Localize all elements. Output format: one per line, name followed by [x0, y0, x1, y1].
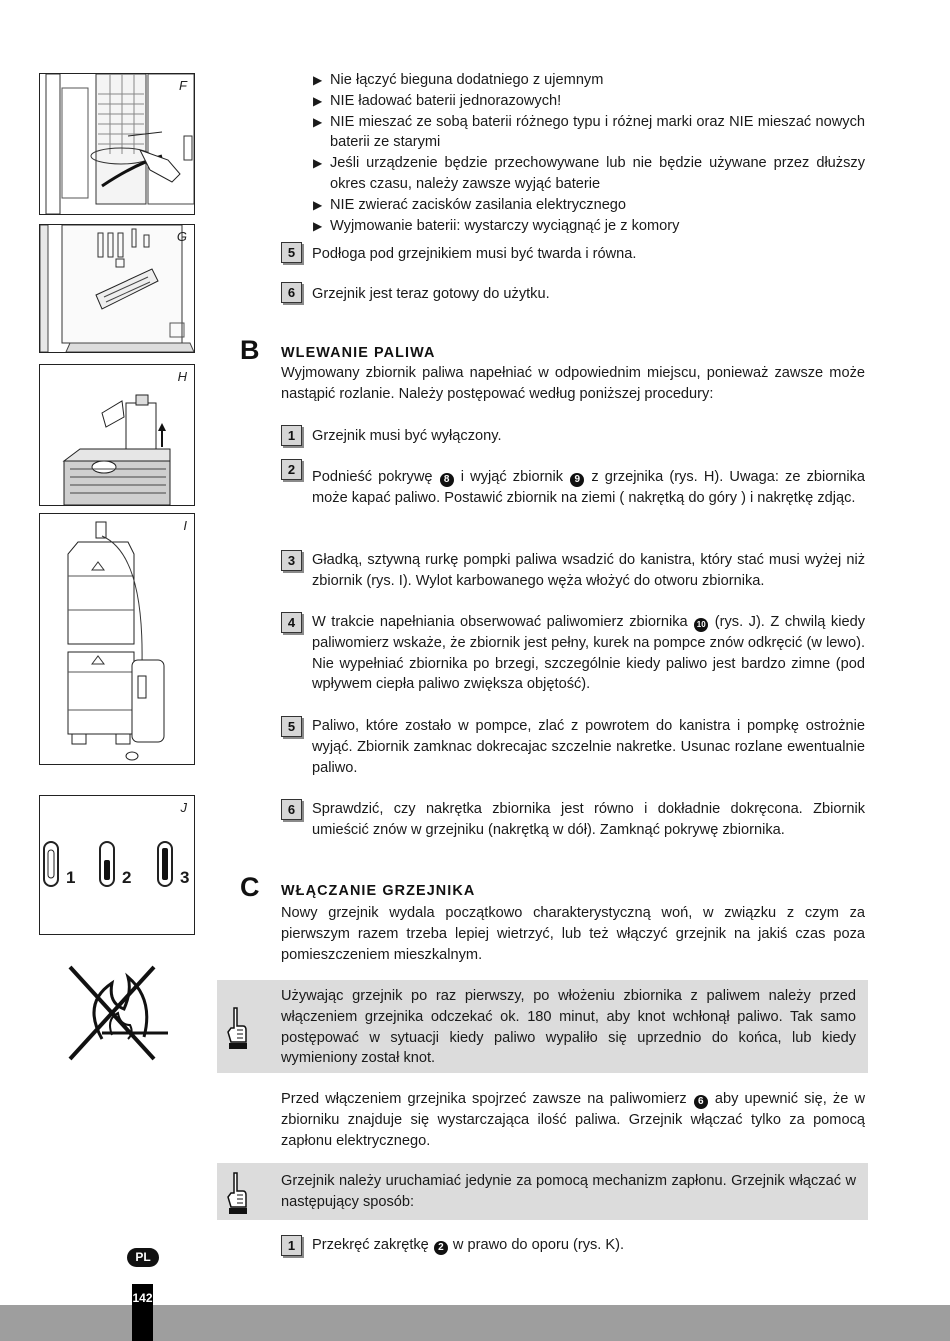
triangle-bullet-icon: ▶ — [313, 218, 323, 233]
step-number: 6 — [281, 799, 302, 820]
list-item: ▶ NIE mieszać ze sobą baterii różnego typu i różnej marki oraz NIE mieszać nowych baterii ze starymi — [313, 113, 865, 151]
no-open-flame-icon — [62, 963, 172, 1063]
pointing-hand-icon — [225, 1171, 249, 1217]
figure-i-label: I — [183, 518, 187, 533]
figure-f-drawing — [40, 74, 194, 214]
fuel-step-5 — [281, 716, 865, 778]
step-text: Podnieść pokrywę 8 i wyjąć zbiornik 9 z grzejnika (rys. H). Uwaga: ze zbiornika może kapać paliwo. Postawić zbiornik na ziemi ( nakrętką do góry ) i nakrętkę zdjąc. — [312, 469, 865, 506]
step-text: Grzejnik musi być wyłączony. — [312, 428, 502, 444]
figure-h — [39, 364, 195, 506]
figure-j-level-3: 3 — [180, 868, 190, 887]
step-number: 5 — [281, 716, 302, 737]
section-b-title: WLEWANIE PALIWA — [281, 345, 436, 361]
figure-h-label: H — [177, 369, 187, 384]
step-text: Grzejnik jest teraz gotowy do użytku. — [312, 286, 550, 302]
figure-i-drawing — [40, 514, 194, 764]
part-ref-badge: 6 — [694, 1095, 708, 1109]
warning-note-first-use — [217, 980, 868, 1073]
note-text: Używając grzejnik po raz pierwszy, po włożeniu zbiornika z paliwem należy przed włączeniem grzejnika odczekać ok. 180 minut, aby knot wchłonął paliwo. Tak samo postępować w sytuacji kiedy paliwo wypaliło się uprzednio do końca, lub kiedy wymieniony został knot. — [281, 988, 856, 1067]
figure-j-label: J — [180, 800, 187, 815]
fuel-step-3 — [281, 550, 865, 592]
step-text: Sprawdzić, czy nakrętka zbiornika jest równo i dokładnie dokręcona. Zbiornik umieścić znów w grzejniku (nakrętką w dół). Zamknąć pokrywę zbiornika. — [312, 801, 865, 838]
note-text: Grzejnik należy uruchamiać jedynie za pomocą mechanizm zapłonu. Grzejnik włączać w następujący sposób: — [281, 1173, 856, 1210]
step-text: W trakcie napełniania obserwować paliwomierz zbiornika 10 (rys. J). Z chwilą kiedy paliwomierz wskaże, że zbiornik jest pełny, kurek na pompce znów odkręcić (w lewo). Nie wypełniać zbiornika po brzegi, szczególnie kiedy paliwo jest bardzo zimne (pod wpływem ciepła paliwo zwiększa objętość). — [312, 614, 866, 693]
step-number: 2 — [281, 459, 302, 480]
list-item: ▶ NIE ładować baterii jednorazowych! — [313, 91, 865, 112]
triangle-bullet-icon: ▶ — [313, 156, 323, 171]
pointing-hand-icon — [225, 1006, 249, 1052]
figure-j — [39, 795, 195, 935]
section-c-letter: C — [240, 872, 260, 902]
step-text: Paliwo, które zostało w pompce, zlać z powrotem do kanistra i pompkę ostrożnie wyjąć. Zbiornik zamknac dokrecajac szczelnie nakretke. Usunac rozlane ewentualnie paliwo. — [312, 718, 865, 776]
warning-note-ignition — [217, 1163, 868, 1220]
figure-f-label: F — [179, 78, 187, 93]
triangle-bullet-icon: ▶ — [313, 93, 323, 108]
step-number: 5 — [281, 242, 302, 263]
step-number: 6 — [281, 282, 302, 303]
figure-g-drawing — [40, 225, 194, 352]
step-number: 1 — [281, 1235, 302, 1256]
figure-j-level-2: 2 — [122, 868, 132, 887]
step-number: 4 — [281, 612, 302, 633]
page-number: 142 — [132, 1291, 153, 1305]
part-ref-badge: 8 — [440, 473, 454, 487]
section-b-intro: Wyjmowany zbiornik paliwa napełniać w odpowiednim miejscu, ponieważ zawsze może nastąpić rozlanie. Należy postępować według poniższej procedury: — [281, 365, 865, 402]
part-ref-badge: 10 — [694, 618, 708, 632]
fuel-step-6 — [281, 799, 865, 841]
figure-j-level-1: 1 — [66, 868, 76, 887]
figure-f — [39, 73, 195, 215]
section-c-intro: Nowy grzejnik wydala początkowo charakterystyczną woń, w związku z czym za pierwszym razem trzeba lepiej wietrzyć, lub też włączyć grzejnik na jakiś czas poza pomieszczeniem mieszkalnym. — [281, 905, 865, 963]
triangle-bullet-icon: ▶ — [313, 73, 323, 87]
triangle-bullet-icon: ▶ — [313, 197, 323, 212]
part-ref-badge: 2 — [434, 1241, 448, 1255]
list-item: ▶ NIE zwierać zacisków zasilania elektrycznego — [313, 195, 865, 216]
language-badge: PL — [127, 1248, 159, 1267]
figure-g-label: G — [176, 229, 187, 244]
section-c-title: WŁĄCZANIE GRZEJNIKA — [281, 883, 476, 899]
figure-h-drawing — [40, 365, 194, 505]
figure-g — [39, 224, 195, 353]
section-b-letter: B — [240, 335, 260, 365]
fuel-step-1 — [281, 425, 865, 447]
fuel-step-4 — [281, 612, 865, 695]
list-item: ▶ Wyjmowanie baterii: wystarczy wyciągnąć je z komory — [313, 216, 865, 237]
list-item: ▶ Jeśli urządzenie będzie przechowywane lub nie będzie używane przez dłuższy okres czasu, należy zawsze wyjąć baterie — [313, 155, 865, 192]
battery-bullet-list — [313, 70, 865, 236]
step-text: Przekręć zakrętkę 2 w prawo do oporu (rys. K). — [312, 1237, 625, 1253]
part-ref-badge: 9 — [570, 473, 584, 487]
step-text: Podłoga pod grzejnikiem musi być twarda i równa. — [312, 246, 637, 262]
step-number: 1 — [281, 425, 302, 446]
list-item: ▶ Nie łączyć bieguna dodatniego z ujemnym — [313, 70, 865, 91]
figure-i — [39, 513, 195, 765]
fuel-step-2 — [281, 459, 865, 509]
triangle-bullet-icon: ▶ — [313, 114, 323, 129]
setup-step-5 — [281, 242, 865, 265]
ignition-step-1 — [281, 1235, 865, 1256]
figure-j-drawing — [40, 796, 194, 934]
setup-step-6 — [281, 282, 865, 305]
step-text: Gładką, sztywną rurkę pompki paliwa wsadzić do kanistra, który stać musi wyżej niż zbiornik (rys. I). Wylot karbowanego węża włożyć do otworu zbiornika. — [312, 552, 865, 589]
section-c-fuel-gauge-para: Przed włączeniem grzejnika spojrzeć zawsze na paliwomierz 6 aby upewnić się, że w zbiorniku znajduje się wystarczająca ilość paliwa. Grzejnik włączać tylko za pomocą zapłonu elektrycznego. — [281, 1091, 865, 1149]
step-number: 3 — [281, 550, 302, 571]
